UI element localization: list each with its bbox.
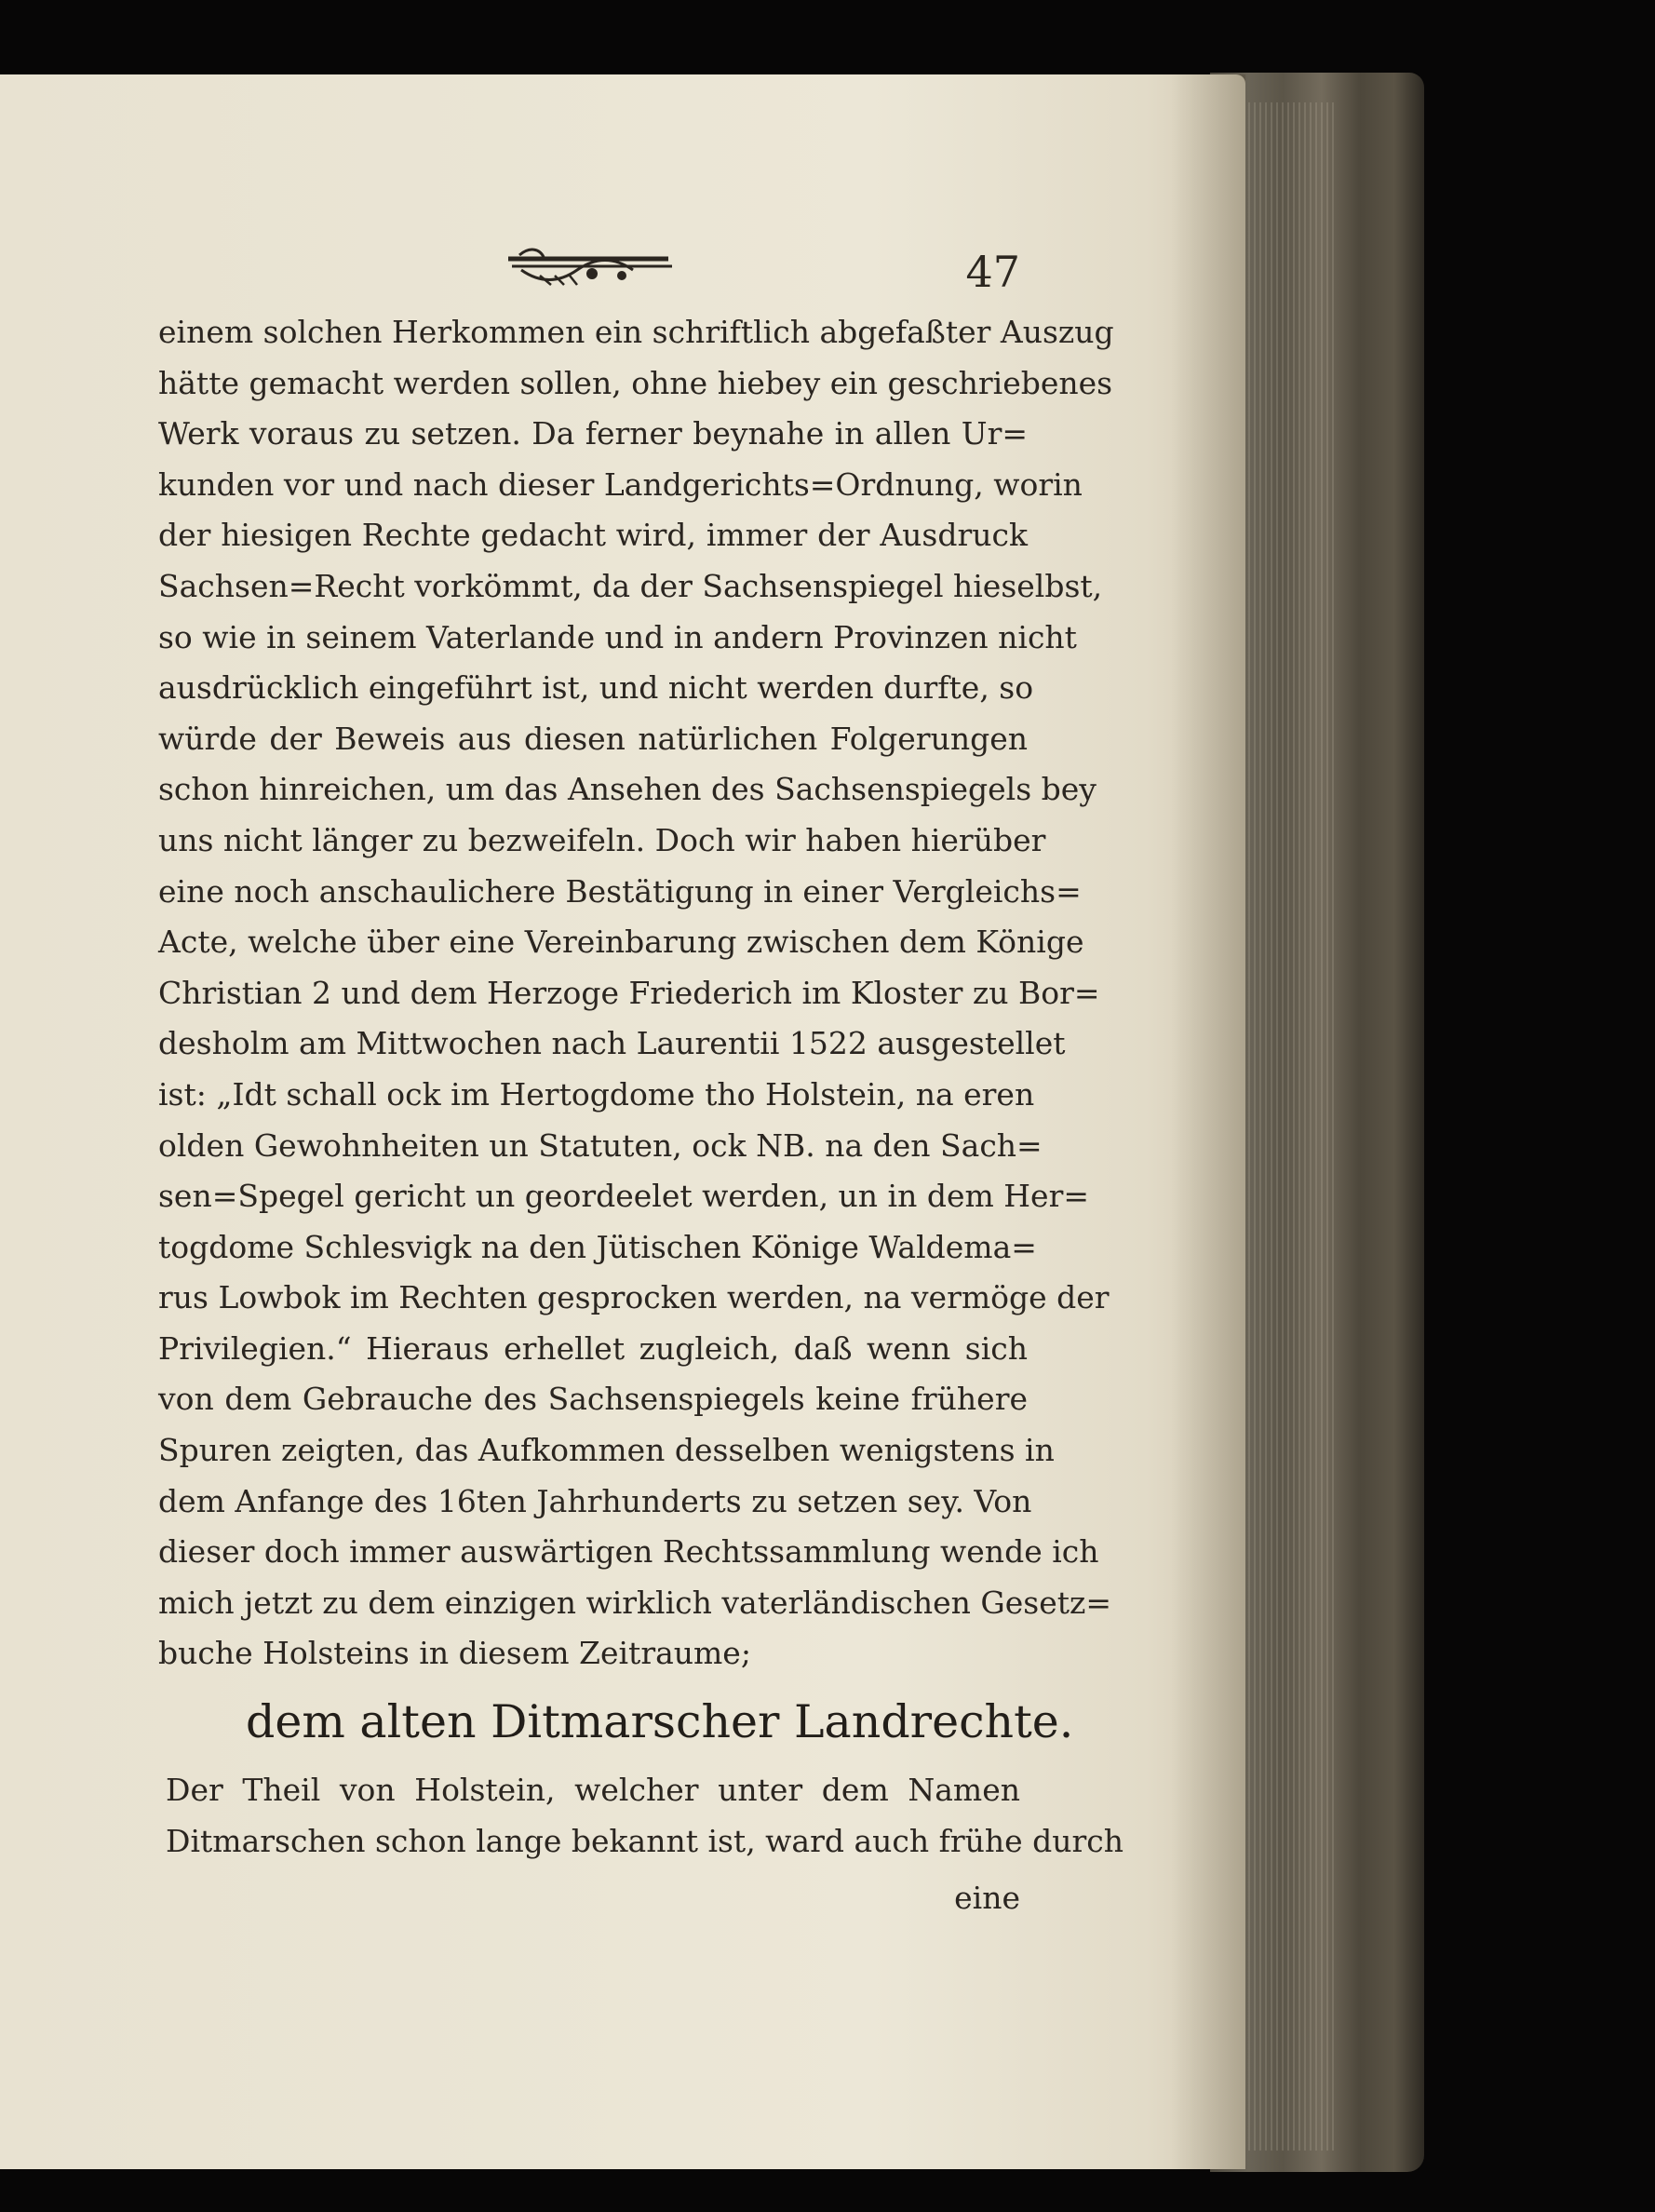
text-line: einem solchen Herkommen ein schriftlich abgefaßter Auszug — [158, 314, 1114, 350]
page-gutter-shadow — [1171, 74, 1245, 2169]
text-line: dem Anfange des 16ten Jahrhunderts zu setzen sey. Von — [158, 1482, 1032, 1519]
text-line: Sachsen=Recht vorkömmt, da der Sachsenspiegel hieselbst, — [158, 567, 1103, 604]
decorative-rule-ornament-icon — [503, 238, 679, 296]
text-line: ausdrücklich eingeführt ist, und nicht werden durfte, so — [158, 669, 1034, 707]
text-line: sen=Spegel gericht un geordeelet werden, un in dem Her= — [158, 1178, 1090, 1215]
text-line: Privilegien.“ Hieraus erhellet zugleich, daß wenn sich — [158, 1329, 1028, 1367]
text-line: buche Holsteins in diesem Zeitraume; — [158, 1635, 751, 1672]
text-line: schon hinreichen, um das Ansehen des Sachsenspiegels bey — [158, 771, 1097, 808]
text-line: olden Gewohnheiten un Statuten, ock NB. na den Sach= — [158, 1126, 1043, 1164]
text-line: Der Theil von Holstein, welcher unter dem Namen — [166, 1772, 1020, 1808]
text-line: eine noch anschaulichere Bestätigung in einer Vergleichs= — [158, 872, 1082, 910]
text-line: von dem Gebrauche des Sachsenspiegels keine frühere — [158, 1381, 1028, 1418]
text-line: desholm am Mittwochen nach Laurentii 1522 ausgestellet — [158, 1025, 1066, 1062]
text-line: Werk voraus zu setzen. Da ferner beynahe in allen Ur= — [158, 415, 1028, 452]
text-line: hätte gemacht werden sollen, ohne hiebey ein geschriebenes — [158, 364, 1113, 401]
catchword: eine — [954, 1880, 1020, 1916]
text-line: so wie in seinem Vaterlande und in andern Provinzen nicht — [158, 618, 1077, 655]
paragraph-2 — [166, 1765, 1124, 1867]
text-line: mich jetzt zu dem einzigen wirklich vaterländischen Gesetz= — [158, 1584, 1112, 1621]
text-line: Spuren zeigten, das Aufkommen desselben wenigstens in — [158, 1432, 1055, 1469]
text-line: Ditmarschen schon lange bekannt ist, ward auch frühe durch — [166, 1822, 1124, 1859]
text-line: Christian 2 und dem Herzoge Friederich im Kloster zu Bor= — [158, 974, 1100, 1011]
page-number: 47 — [965, 247, 1020, 297]
text-line: Acte, welche über eine Vereinbarung zwischen dem Könige — [158, 924, 1084, 961]
paragraph-1 — [158, 307, 1114, 1679]
text-line: rus Lowbok im Rechten gesprocken werden, na vermöge der — [158, 1279, 1110, 1316]
section-heading: dem alten Ditmarscher Landrechte. — [246, 1695, 1074, 1748]
text-line: togdome Schlesvigk na den Jütischen Könige Waldema= — [158, 1228, 1037, 1265]
text-line: uns nicht länger zu bezweifeln. Doch wir haben hierüber — [158, 821, 1046, 858]
page-edge-texture — [1243, 102, 1336, 2151]
text-line: dieser doch immer auswärtigen Rechtssammlung wende ich — [158, 1533, 1099, 1571]
text-line: kunden vor und nach dieser Landgerichts=Ordnung, worin — [158, 465, 1083, 503]
text-line: würde der Beweis aus diesen natürlichen Folgerungen — [158, 720, 1028, 757]
text-line: der hiesigen Rechte gedacht wird, immer der Ausdruck — [158, 517, 1028, 554]
text-line: ist: „Idt schall ock im Hertogdome tho Holstein, na eren — [158, 1075, 1035, 1113]
